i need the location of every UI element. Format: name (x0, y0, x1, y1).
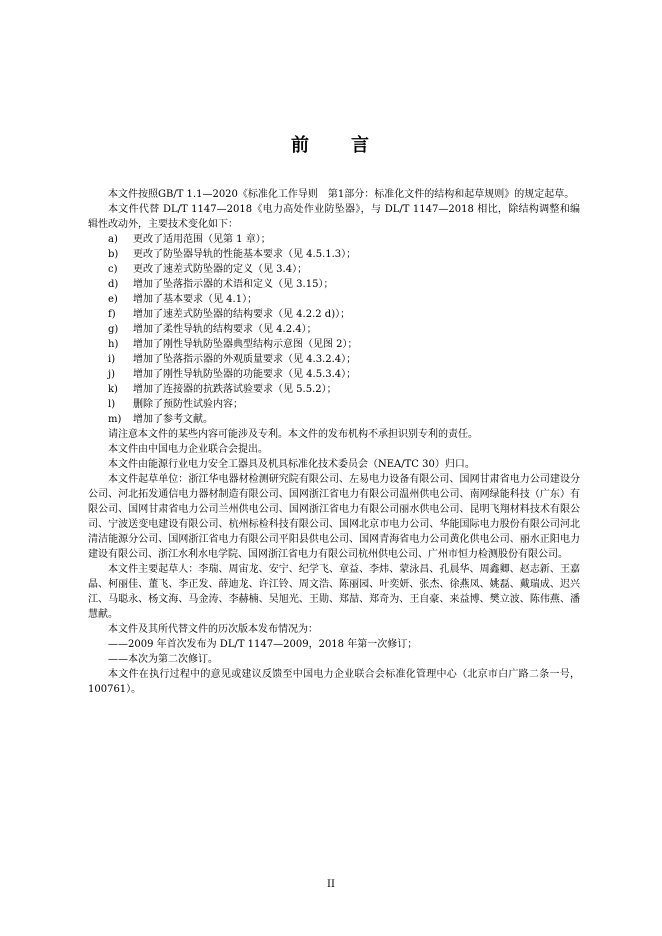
list-item (88, 262, 580, 277)
list-item (88, 412, 580, 427)
list-text: 增加了柔性导轨的结构要求（见 4.2.4）； (133, 324, 317, 335)
list-marker: i) (108, 354, 116, 365)
list-item (88, 382, 580, 397)
list-item (88, 367, 580, 382)
intro-paragraph-drafting-rules: 本文件按照GB/T 1.1—2020《标准化工作导则 第1部分：标准化文件的结构和起草规则》的规定起草。 (108, 189, 575, 200)
list-marker: j) (108, 369, 116, 380)
drafting-units: 本文件起草单位：浙江华电器材检测研究院有限公司、左易电力设备有限公司、国网甘肃省电力公司建设分公司、河北拓发通信电力器材制造有限公司、国网浙江省电力有限公司温州供电公司、南网绿能科技（广东）有限公司、国网甘肃省电力公司兰州供电公司、国网浙江省电力有限公司丽水供电公司、昆明飞翔材料技术有限公司、宁波送变电建设有限公司、杭州标检科技有限公司、国网北京市电力公司、华能国际电力股份有限公司河北清洁能源分公司、国网浙江省电力有限公司平阳县供电公司、国网青海省电力公司黄化供电公司、丽水正阳电力建设有限公司、浙江水利水电学院、国网浙江省电力有限公司杭州供电公司、广州市恒力检测股份有限公司。 (88, 474, 580, 560)
list-item (88, 247, 580, 262)
patent-notice: 请注意本文件的某些内容可能涉及专利。本文件的发布机构不承担识别专利的责任。 (108, 429, 478, 440)
list-marker: e) (108, 294, 118, 305)
list-text: 增加了刚性导轨防坠器的功能要求（见 4.5.3.4）； (133, 369, 357, 380)
list-item (88, 337, 580, 352)
list-text: 更改了防坠器导轨的性能基本要求（见 4.5.1.3）； (133, 249, 357, 260)
list-marker: k) (108, 384, 118, 395)
list-item (88, 232, 580, 247)
history-item: ——2009 年首次发布为 DL/T 1147—2009，2018 年第一次修订； (108, 639, 418, 650)
list-item (88, 307, 580, 322)
document-body (88, 187, 580, 697)
list-marker: h) (108, 339, 119, 350)
proposer-statement: 本文件由中国电力企业联合会提出。 (108, 444, 268, 455)
list-marker: b) (108, 249, 119, 260)
list-item (88, 322, 580, 337)
page-number: II (327, 879, 335, 890)
committee-statement: 本文件由能源行业电力安全工器具及机具标准化技术委员会（NEA/TC 30）归口。 (108, 459, 475, 470)
list-text: 删除了预防性试验内容； (133, 399, 243, 410)
list-text: 更改了速差式防坠器的定义（见 3.4）； (133, 264, 308, 275)
list-text: 增加了坠落指示器的术语和定义（见 3.15）； (133, 279, 334, 290)
drafters: 本文件主要起草人：李瑞、周宙龙、安宁、纪学飞、章益、李炜、蒙泳昌、孔晨华、周鑫卿、赵志新、王嘉晶、柯丽佳、董飞、李正发、薛迪龙、许江铃、周文浩、陈丽园、叶奕妍、张杰、徐燕凤、姚磊、戴瑞成、迟兴江、马聪永、杨文海、马金涛、李赫楠、吴旭光、王勋、郑喆、郑奇为、王自豪、来益博、樊立波、陈伟燕、潘慧献。 (88, 564, 580, 620)
list-marker: f) (108, 309, 116, 320)
list-text: 增加了参考文献。 (133, 414, 213, 425)
list-item (88, 352, 580, 367)
list-marker: l) (108, 399, 116, 410)
changes-list (88, 232, 580, 427)
list-marker: d) (108, 279, 119, 290)
list-marker: c) (108, 264, 118, 275)
list-marker: g) (108, 324, 119, 335)
history-item: ——本次为第二次修订。 (108, 654, 218, 665)
page-title: 前 言 (291, 135, 371, 156)
list-text: 增加了刚性导轨防坠器典型结构示意图（见图 2）； (133, 339, 358, 350)
intro-paragraph-replacement: 本文件代替 DL/T 1147—2018《电力高处作业防坠器》，与 DL/T 1147—2018 相比，除结构调整和编辑性改动外，主要技术变化如下： (88, 204, 580, 230)
list-item (88, 397, 580, 412)
list-marker: m) (108, 414, 122, 425)
list-text: 更改了适用范围（见第 1 章）； (133, 234, 271, 245)
list-item (88, 292, 580, 307)
list-text: 增加了坠落指示器的外观质量要求（见 4.3.2.4）； (133, 354, 357, 365)
list-text: 增加了连接器的抗跌落试验要求（见 5.5.2）； (133, 384, 337, 395)
feedback-statement: 本文件在执行过程中的意见或建议反馈至中国电力企业联合会标准化管理中心（北京市白广路二条一号，100761）。 (88, 669, 580, 695)
list-text: 增加了速差式防坠器的结构要求（见 4.2.2 d)）； (133, 309, 351, 320)
list-text: 增加了基本要求（见 4.1）； (133, 294, 258, 305)
list-item (88, 277, 580, 292)
history-intro: 本文件及其所代替文件的历次版本发布情况为： (108, 624, 318, 635)
list-marker: a) (108, 234, 118, 245)
